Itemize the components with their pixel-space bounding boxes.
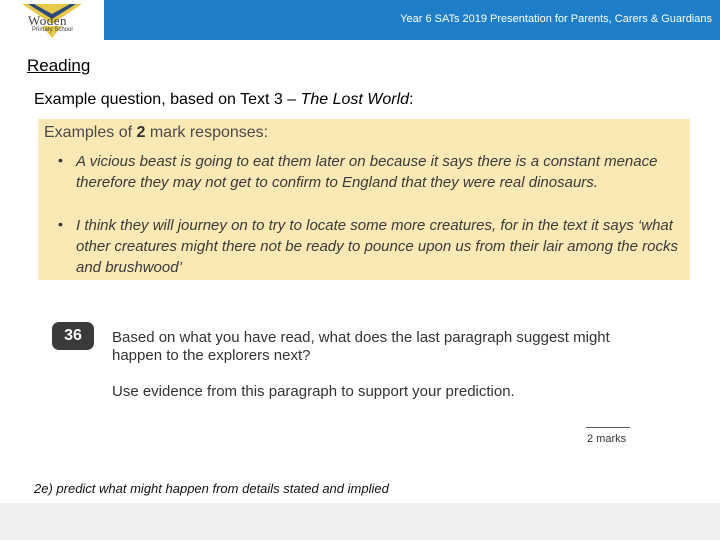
marks-divider [586, 427, 630, 428]
example-answer-2: I think they will journey on to try to locate some more creatures, for in the text it says ‘what other creatures might there not be ready to pounce upon us from their lair among the rocks and brushwood’ [76, 217, 678, 276]
example-answer-1: A vicious beast is going to eat them later on because it says there is a constant menace therefore they may not get to confirm to England that they were real dinosaurs. [76, 153, 658, 191]
bullet-icon: • [58, 216, 63, 232]
assessment-focus-note: 2e) predict what might happen from details stated and implied [34, 481, 389, 496]
header-bar [0, 0, 720, 40]
footer-bar [0, 503, 720, 540]
answers-heading [44, 124, 268, 142]
intro-suffix: : [409, 91, 414, 108]
header-title: Year 6 SATs 2019 Presentation for Parents, Carers & Guardians [400, 13, 712, 25]
logo-subtitle: Primary School [32, 27, 73, 33]
answers-heading-suffix: mark responses: [145, 124, 269, 141]
question-number-badge: 36 [52, 322, 94, 350]
question-instruction: Use evidence from this paragraph to support your prediction. [112, 383, 515, 400]
intro-prefix: Example question, based on Text 3 – [34, 91, 301, 108]
intro-text [34, 91, 413, 109]
question-text: Based on what you have read, what does the last paragraph suggest might happen to the explorers next? [112, 329, 610, 364]
answers-heading-prefix: Examples of [44, 124, 137, 141]
bullet-icon: • [58, 152, 63, 168]
book-title: The Lost World [300, 91, 410, 108]
example-answers-box [38, 119, 690, 280]
logo-name: Woden [28, 13, 67, 28]
school-logo [0, 0, 104, 40]
marks-label: 2 marks [587, 433, 627, 445]
answers-heading-mark: 2 [136, 124, 146, 141]
section-title: Reading [27, 56, 91, 75]
